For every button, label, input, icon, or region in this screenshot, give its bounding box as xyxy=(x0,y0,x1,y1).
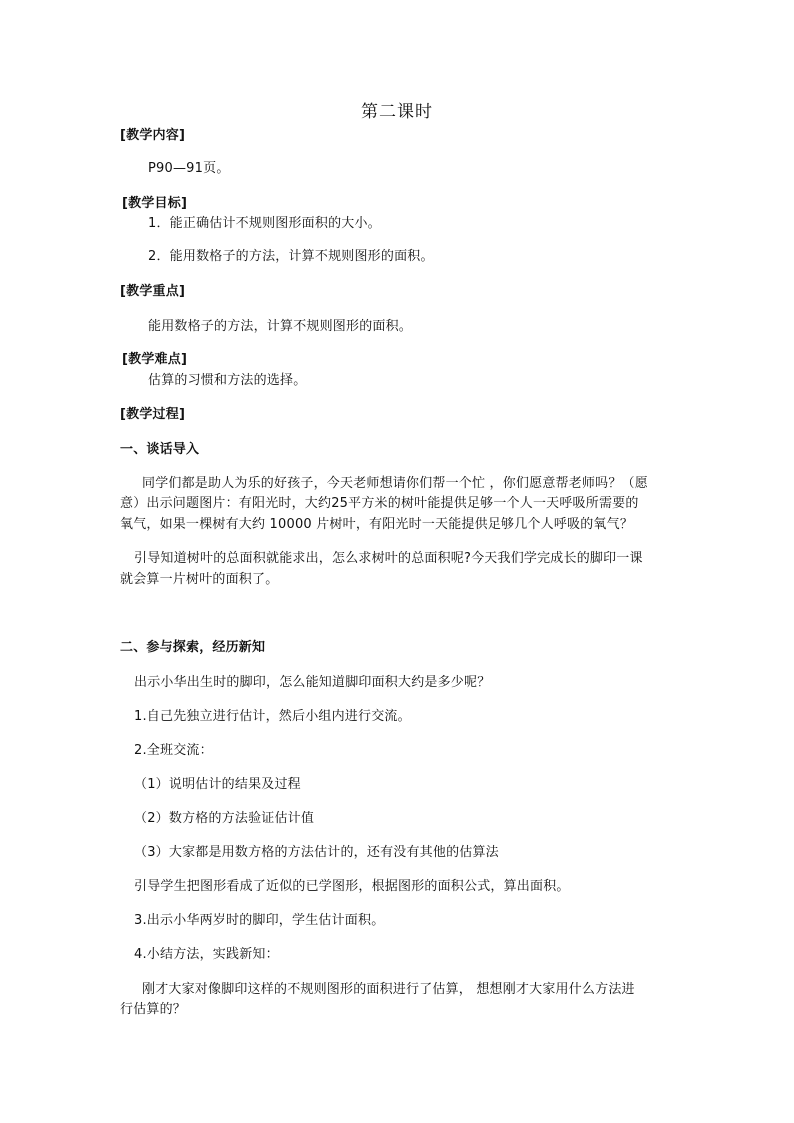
sub-step-1: （1）说明估计的结果及过程 xyxy=(134,777,301,792)
step-1: 1.自己先独立进行估计，然后小组内进行交流。 xyxy=(134,709,411,724)
intro-paragraph-line-2: 意）出示问题图片：有阳光时，大约25平方米的树叶能提供足够一个人一天呼吸所需要的 xyxy=(120,496,639,511)
guide-paragraph-line-2: 就会算一片树叶的面积了。 xyxy=(120,572,279,587)
key-text: 能用数格子的方法，计算不规则图形的面积。 xyxy=(148,319,413,334)
goal-2: 2．能用数格子的方法，计算不规则图形的面积。 xyxy=(148,249,434,264)
show-footprint-text: 出示小华出生时的脚印，怎么能知道脚印面积大约是多少呢？ xyxy=(134,675,491,690)
intro-paragraph-line-1: 同学们都是助人为乐的好孩子，今天老师想请你们帮一个忙 ，你们愿意帮老师吗？（愿 xyxy=(142,476,648,491)
section-1-heading: 一、谈话导入 xyxy=(120,442,200,457)
step-4: 4.小结方法，实践新知： xyxy=(134,947,279,962)
difficulty-heading: [教学难点] xyxy=(122,352,188,367)
goal-1: 1．能正确估计不规则图形面积的大小。 xyxy=(148,216,381,231)
content-text: P90—91页。 xyxy=(148,161,230,176)
step-2: 2.全班交流： xyxy=(134,743,213,758)
guide-paragraph-line-1: 引导知道树叶的总面积就能求出，怎么求树叶的总面积呢?今天我们学完成长的脚印一课 xyxy=(134,551,643,566)
process-heading: [教学过程] xyxy=(120,407,186,422)
section-2-heading: 二、参与探索，经历新知 xyxy=(120,640,266,655)
page-title: 第二课时 xyxy=(361,102,433,122)
guide-shapes-text: 引导学生把图形看成了近似的已学图形，根据图形的面积公式，算出面积。 xyxy=(134,879,570,894)
difficulty-text: 估算的习惯和方法的选择。 xyxy=(148,373,307,388)
summary-line-2: 行估算的？ xyxy=(120,1002,187,1017)
summary-line-1: 刚才大家对像脚印这样的不规则图形的面积进行了估算， 想想刚才大家用什么方法进 xyxy=(142,982,635,997)
key-heading: [教学重点] xyxy=(120,284,186,299)
intro-paragraph-line-3: 氧气，如果一棵树有大约 10000 片树叶，有阳光时一天能提供足够几个人呼吸的氧气？ xyxy=(120,517,634,532)
content-heading: [教学内容] xyxy=(120,128,186,143)
sub-step-3: （3）大家都是用数方格的方法估计的，还有没有其他的估算法 xyxy=(134,845,499,860)
goals-heading: [教学目标] xyxy=(122,196,188,211)
step-3: 3.出示小华两岁时的脚印，学生估计面积。 xyxy=(134,913,385,928)
sub-step-2: （2）数方格的方法验证估计值 xyxy=(134,811,315,826)
